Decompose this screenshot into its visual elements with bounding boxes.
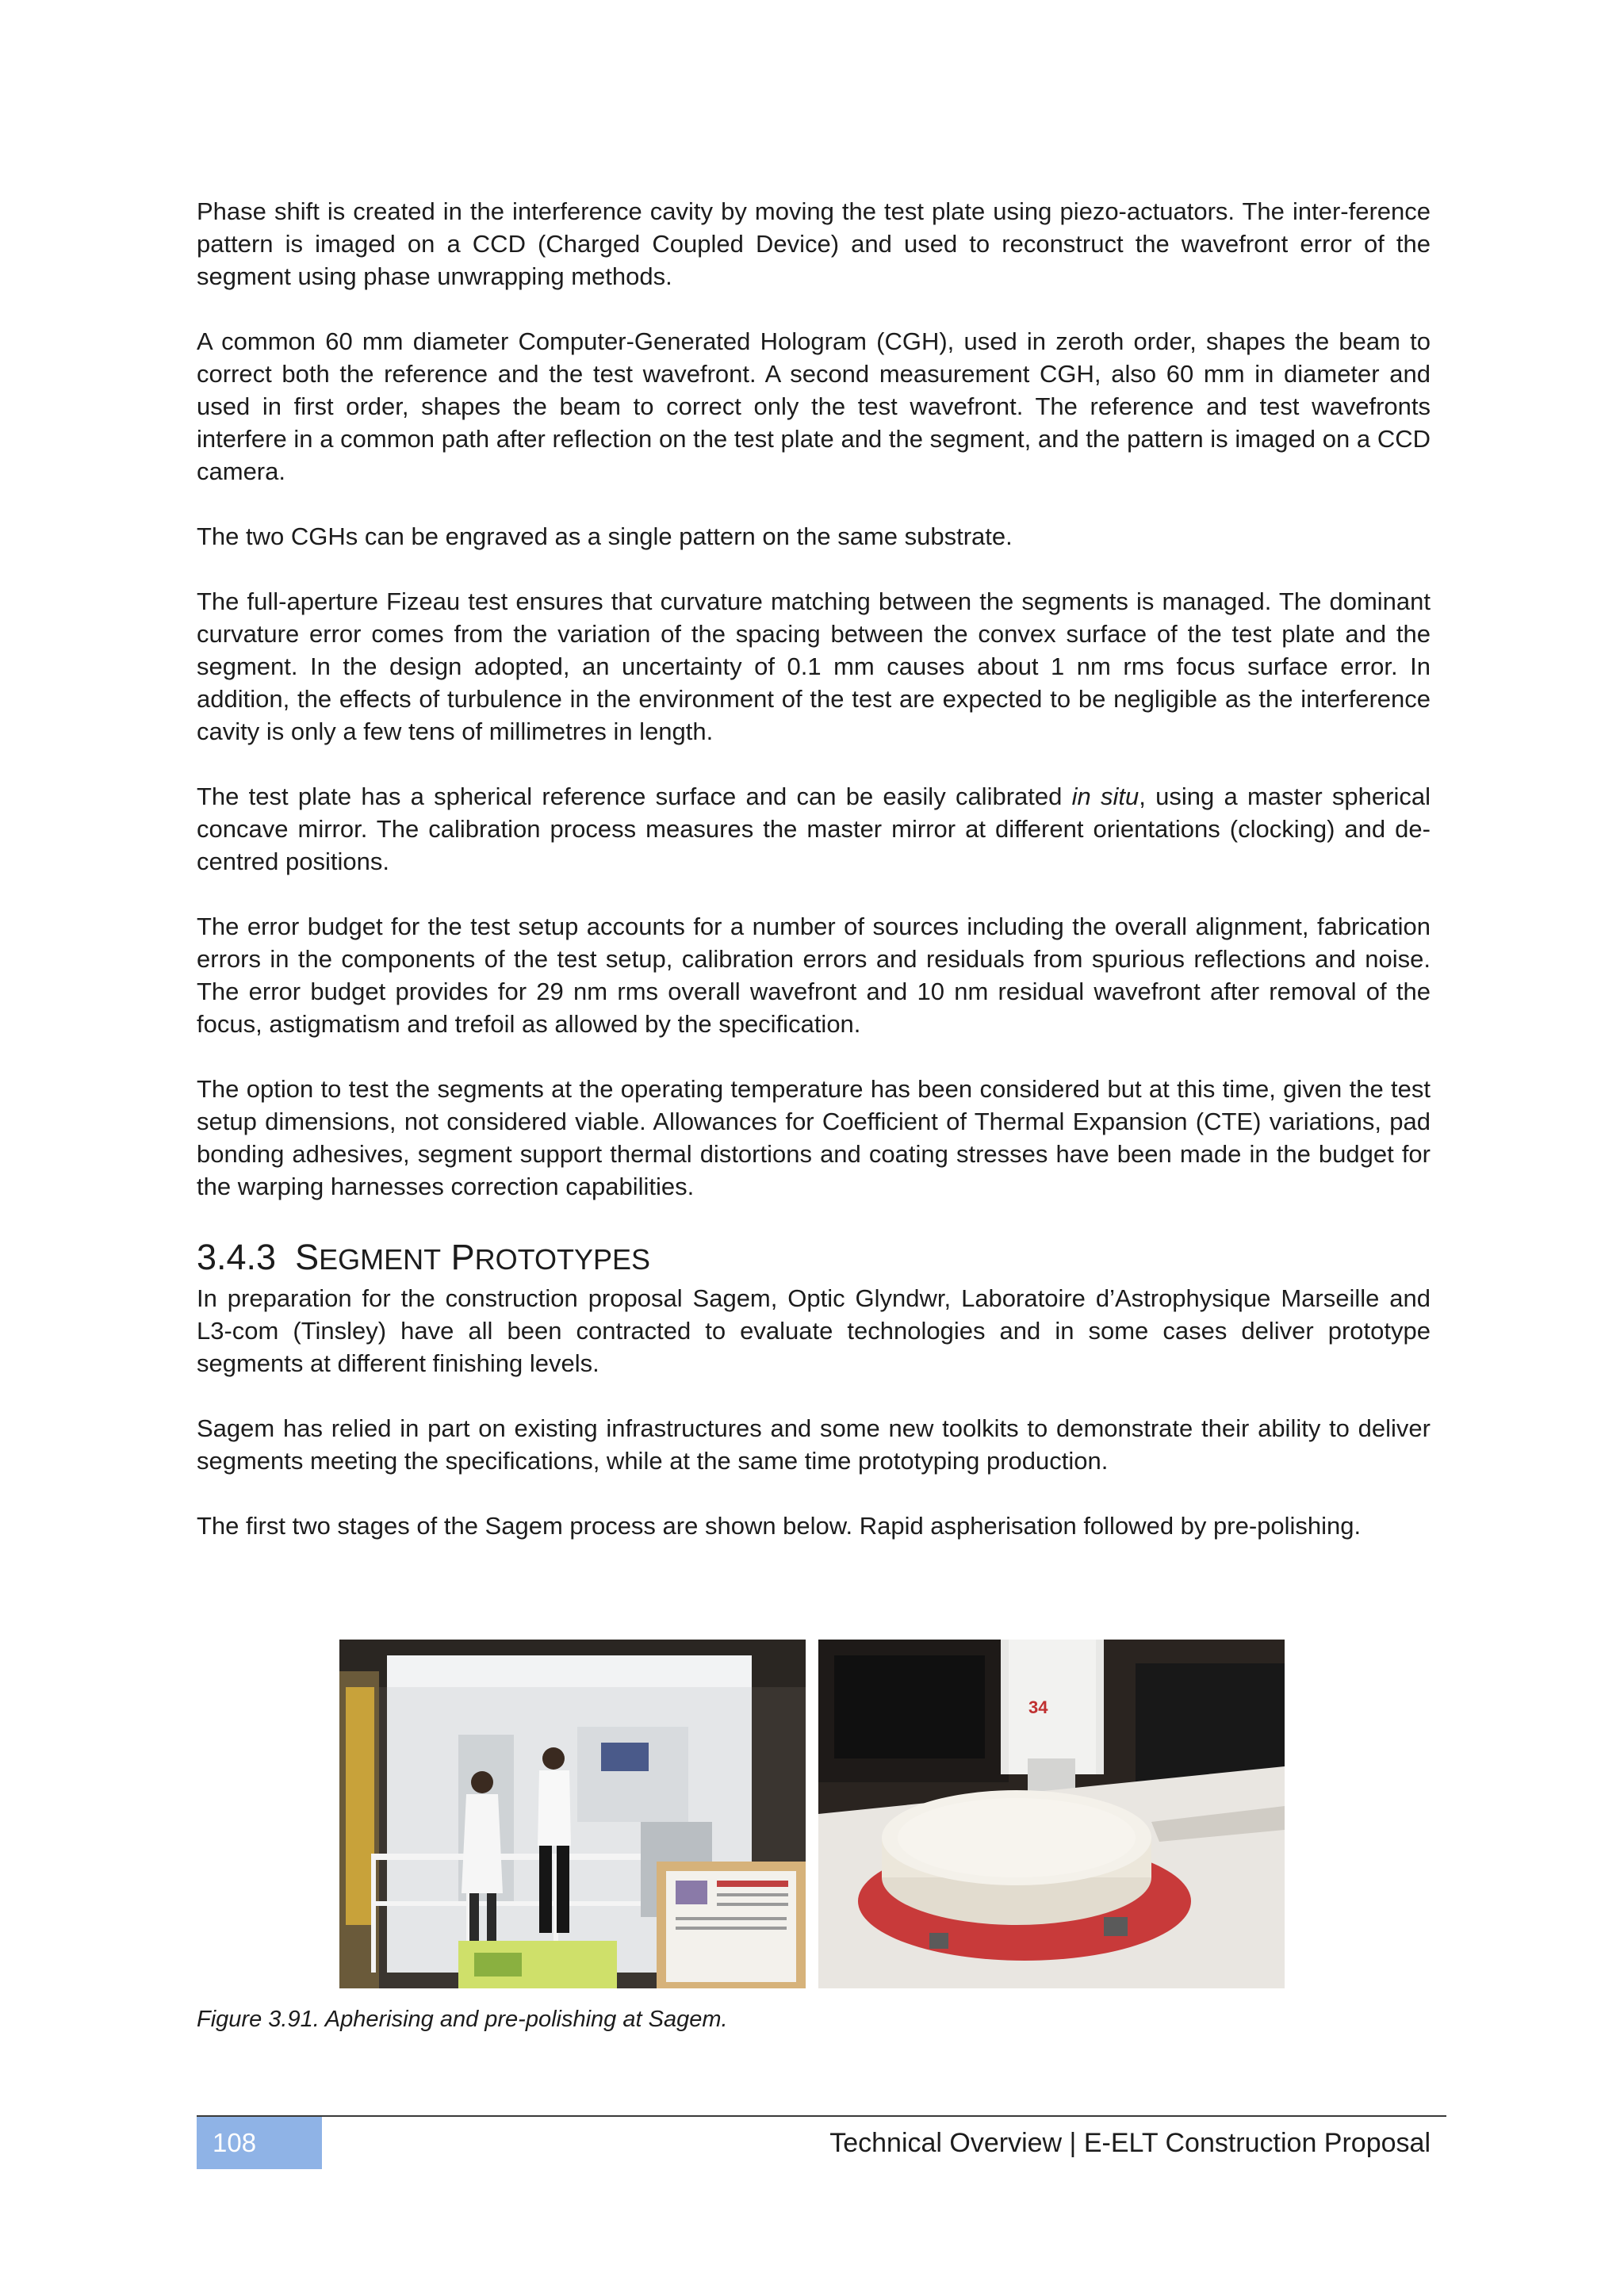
- section-title-letter: S: [295, 1237, 320, 1277]
- paragraph-test-plate: [197, 780, 1431, 878]
- paragraph-error-budget: The error budget for the test setup accounts for a number of sources including the overall alignment, fabrication errors in the components of the test setup, calibration errors and residuals from spurious reflections and noise. The error budget provides for 29 nm rms overall wavefront and 10 nm residual wavefront after removal of the focus, astigmatism and trefoil as allowed by the specification.: [197, 913, 1431, 1038]
- page-number: 108: [197, 2117, 322, 2169]
- paragraph-phase-shift: Phase shift is created in the interference cavity by moving the test plate using piezo-actuators. The inter-ference pattern is imaged on a CCD (Charged Coupled Device) and used to reconstruct the wavefront error of the segment using phase unwrapping methods.: [197, 197, 1431, 290]
- paragraph-sagem-stages: The first two stages of the Sagem process are shown below. Rapid aspherisation followed by pre-polishing.: [197, 1512, 1362, 1540]
- footer-title: Technical Overview | E-ELT Construction Proposal: [829, 2128, 1431, 2158]
- paragraph-fizeau-test: The full-aperture Fizeau test ensures that curvature matching between the segments is managed. The dominant curvature error comes from the variation of the spacing between the convex surface of the test plate and the segment. In the design adopted, an uncertainty of 0.1 mm causes about 1 nm rms focus surface error. In addition, the effects of turbulence in the environment of the test are expected to be negligible as the interference cavity is only a few tens of millimetres in length.: [197, 587, 1431, 745]
- photo-aspherising-machine: [339, 1640, 806, 1988]
- section-title-letter: P: [450, 1237, 475, 1277]
- paragraph-two-cghs: The two CGHs can be engraved as a single pattern on the same substrate.: [197, 522, 1013, 550]
- paragraph-operating-temperature: The option to test the segments at the operating temperature has been considered but at this time, given the test setup dimensions, not considered viable. Allowances for Coefficient of Thermal Expansion (CTE) variations, pad bonding adhesives, segment support thermal distortions and coating stresses have been made in the budget for the warping harnesses correction capabilities.: [197, 1075, 1431, 1200]
- text-run: , using a master spherical concave mirror. The calibration process measures the master mirror at different orientations (clocking) and de-centred positions.: [197, 783, 1431, 875]
- section-number: 3.4.3: [197, 1237, 277, 1277]
- photo-pre-polishing-segment: [818, 1640, 1285, 1988]
- photo-label-34: 34: [1028, 1697, 1048, 1717]
- text-italic-in-situ: in situ: [1071, 783, 1139, 810]
- section-title-part: ROTOTYPES: [474, 1243, 651, 1276]
- figure-images: [339, 1640, 1285, 1988]
- paragraph-preparation: In preparation for the construction proposal Sagem, Optic Glyndwr, Laboratoire d’Astrophysique Marseille and L3-com (Tinsley) have all been contracted to evaluate technologies and in some cases deliver prototype segments at different finishing levels.: [197, 1284, 1431, 1377]
- paragraph-sagem-infrastructure: Sagem has relied in part on existing infrastructures and some new toolkits to demonstrate their ability to deliver segments meeting the specifications, while at the same time prototyping production.: [197, 1414, 1431, 1475]
- text-run: The test plate has a spherical reference surface and can be easily calibrated: [197, 783, 1072, 810]
- figure-caption: Figure 3.91. Apherising and pre-polishing at Sagem.: [197, 2007, 728, 2032]
- section-heading: [197, 1235, 1431, 1282]
- body-text: [197, 195, 1431, 1575]
- paragraph-cgh: A common 60 mm diameter Computer-Generated Hologram (CGH), used in zeroth order, shapes the beam to correct both the reference and the test wavefront. A second measurement CGH, also 60 mm in diameter and used in first order, shapes the beam to correct only the test wavefront. The reference and test wavefronts interfere in a common path after reflection on the test plate and the segment, and the pattern is imaged on a CCD camera.: [197, 327, 1431, 485]
- section-title-part: EGMENT: [319, 1243, 442, 1276]
